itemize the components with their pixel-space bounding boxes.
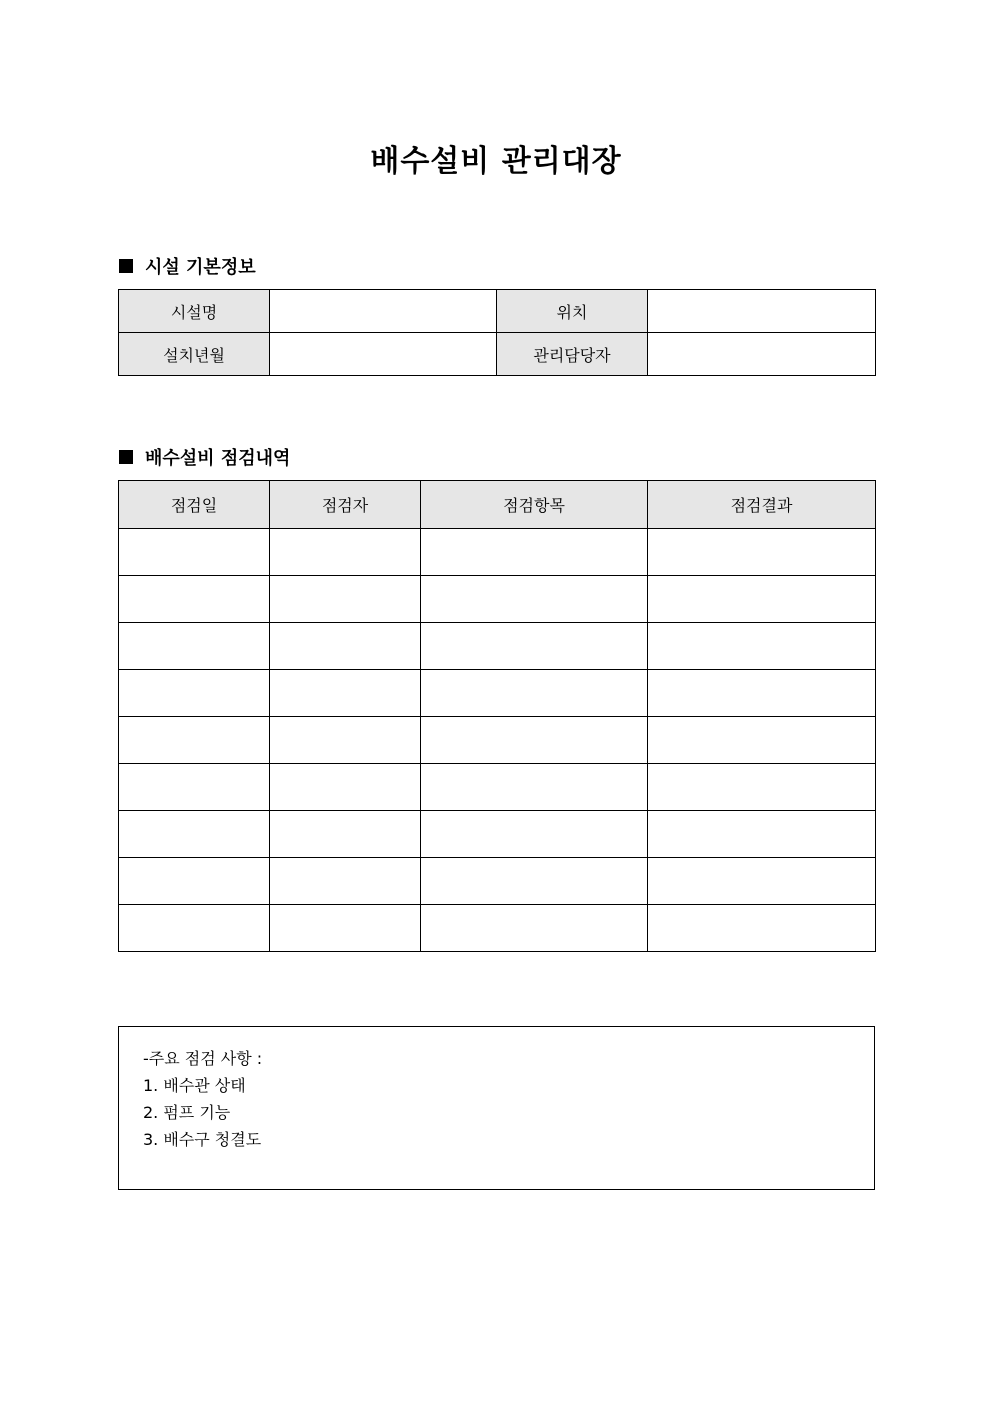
table-row [119,905,876,952]
manager-label: 관리담당자 [497,333,648,376]
square-bullet-icon [119,259,133,273]
notes-item: 2. 펌프 기능 [143,1103,231,1122]
install-date-label: 설치년월 [119,333,270,376]
table-row [119,670,876,717]
row-item-cell[interactable] [421,811,648,858]
table-row [119,623,876,670]
row-result-cell[interactable] [648,670,876,717]
row-inspector-cell[interactable] [270,529,421,576]
column-header-inspector: 점검자 [270,481,421,529]
location-label: 위치 [497,290,648,333]
row-inspector-cell[interactable] [270,717,421,764]
row-result-cell[interactable] [648,576,876,623]
table-row [119,811,876,858]
row-result-cell[interactable] [648,764,876,811]
row-date-cell[interactable] [119,529,270,576]
row-item-cell[interactable] [421,764,648,811]
row-date-cell[interactable] [119,717,270,764]
row-result-cell[interactable] [648,905,876,952]
row-inspector-cell[interactable] [270,764,421,811]
row-inspector-cell[interactable] [270,670,421,717]
table-row [119,764,876,811]
section-inspection-heading [119,444,290,470]
row-item-cell[interactable] [421,717,648,764]
row-date-cell[interactable] [119,576,270,623]
row-item-cell[interactable] [421,670,648,717]
row-inspector-cell[interactable] [270,576,421,623]
section-inspection-heading-text: 배수설비 점검내역 [145,448,291,469]
basic-info-row [119,290,876,333]
row-result-cell[interactable] [648,717,876,764]
column-header-result: 점검결과 [648,481,876,529]
column-header-date: 점검일 [119,481,270,529]
row-date-cell[interactable] [119,905,270,952]
row-inspector-cell[interactable] [270,811,421,858]
table-row [119,576,876,623]
square-bullet-icon [119,450,133,464]
row-item-cell[interactable] [421,576,648,623]
row-inspector-cell[interactable] [270,858,421,905]
notes-item: 3. 배수구 청결도 [143,1130,262,1149]
table-row [119,717,876,764]
row-result-cell[interactable] [648,811,876,858]
row-date-cell[interactable] [119,623,270,670]
notes-heading: -주요 점검 사항 : [143,1049,263,1068]
row-inspector-cell[interactable] [270,905,421,952]
facility-name-field[interactable] [270,290,497,333]
notes-item: 1. 배수관 상태 [143,1076,246,1095]
row-result-cell[interactable] [648,529,876,576]
basic-info-table [118,289,876,376]
location-field[interactable] [648,290,876,333]
manager-field[interactable] [648,333,876,376]
inspection-log-table [118,480,876,952]
row-item-cell[interactable] [421,623,648,670]
row-result-cell[interactable] [648,623,876,670]
basic-info-row [119,333,876,376]
row-date-cell[interactable] [119,811,270,858]
row-item-cell[interactable] [421,529,648,576]
inspection-header-row [119,481,876,529]
row-date-cell[interactable] [119,764,270,811]
install-date-field[interactable] [270,333,497,376]
section-basic-heading [119,253,256,279]
page-title: 배수설비 관리대장 [370,144,622,179]
notes-box [118,1026,875,1190]
section-basic-heading-text: 시설 기본정보 [145,257,256,278]
table-row [119,858,876,905]
row-date-cell[interactable] [119,858,270,905]
row-item-cell[interactable] [421,858,648,905]
row-date-cell[interactable] [119,670,270,717]
row-item-cell[interactable] [421,905,648,952]
row-result-cell[interactable] [648,858,876,905]
row-inspector-cell[interactable] [270,623,421,670]
table-row [119,529,876,576]
column-header-item: 점검항목 [421,481,648,529]
facility-name-label: 시설명 [119,290,270,333]
inspection-log-body [119,529,876,952]
